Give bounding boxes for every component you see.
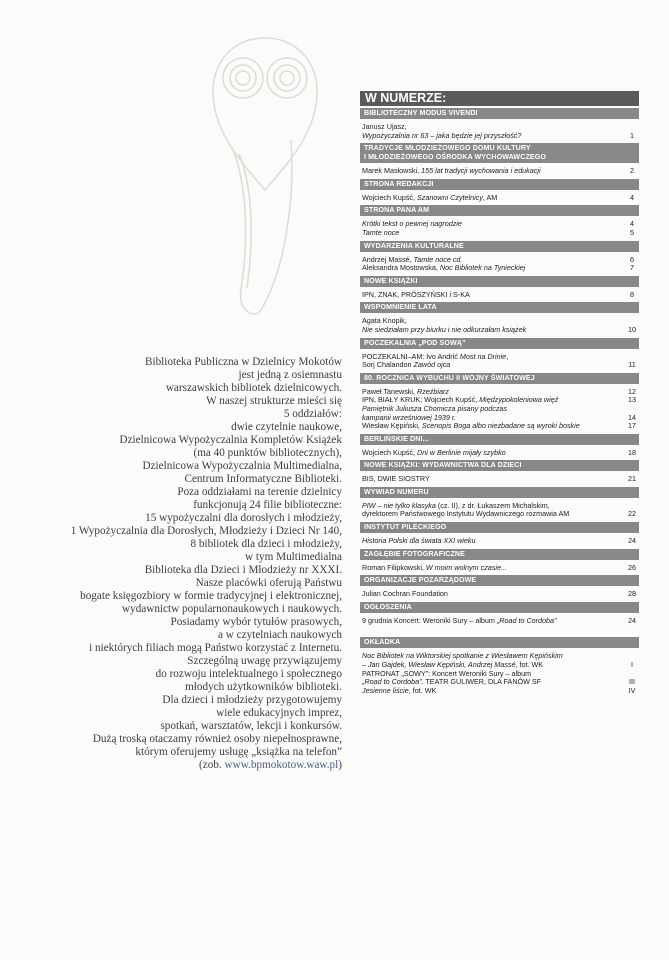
section-header: NOWE KSIĄŻKI — [360, 276, 639, 287]
section-entries — [360, 349, 639, 373]
section-header: BIBLIOTECZNY MODUS VIVENDI — [360, 108, 639, 119]
entry-title: Andrzej Massé, Tamte noce cd. — [362, 254, 463, 264]
page-number: 7 — [630, 263, 634, 273]
toc-entry — [362, 652, 639, 669]
description-line: 8 bibliotek dla dzieci i młodzieży, — [190, 538, 342, 550]
toc-entry — [362, 264, 639, 273]
section-header: NOWE KSIĄŻKI: WYDAWNICTWA DLA DZIECI — [360, 460, 639, 471]
section-header: POCZEKALNIA „POD SOWĄ” — [360, 338, 639, 349]
description-line: Biblioteka Publiczna w Dzielnicy Mokotów — [145, 356, 342, 368]
toc-entry — [362, 475, 639, 484]
toc-entry — [362, 449, 639, 458]
page-number: 8 — [630, 289, 634, 299]
section-header: INSTYTUT PILECKIEGO — [360, 522, 639, 533]
entry-title: Julian Cochran Foundation — [362, 589, 448, 599]
page-number: IV — [628, 685, 636, 695]
toc-entry — [362, 537, 639, 546]
page-number: 22 — [628, 509, 636, 519]
description-line: (zob. www.bpmokotow.waw.pl) — [199, 759, 342, 771]
section-header: STRONA REDAKCJI — [360, 179, 639, 190]
entry-title: Tamte noce — [362, 227, 400, 237]
page-number: 26 — [628, 562, 636, 572]
entry-title: Pamiętnik Juliusza Chomicza pisany podczas kampanii wrześniowej 1939 r. — [362, 403, 508, 422]
description-line: jest jedną z osiemnastu — [238, 369, 342, 381]
entry-title: POCZEKALNI–AM: Ivo Andrić Most na Drinie, Sorj Chalandon Zawód ojca — [362, 351, 509, 370]
description-line: W naszej strukturze mieści się — [206, 395, 342, 407]
section-header: OGŁOSZENIA — [360, 602, 639, 613]
section-header: TRADYCJE MŁODZIEŻOWEGO DOMU KULTURY I MŁODZIEŻOWEGO OŚRODKA WYCHOWAWCZEGO — [360, 143, 639, 163]
section-entries — [360, 445, 639, 461]
entry-title: Wiesław Kępiński, Scenopis Boga albo niezbadane są wyroki boskie — [362, 421, 580, 431]
description-line: w tym Multimedialna — [245, 551, 342, 563]
toc-entry — [362, 291, 639, 300]
page-number: 5 — [630, 227, 634, 237]
toc-entry — [362, 353, 639, 370]
entry-title: Noc Bibliotek na Wiktorskiej spotkanie z Wiesławem Kępińskim – Jan Gajdek, Wiesław Kępiński, Andrzej Massé, fot. WK — [362, 651, 563, 670]
toc-entry — [362, 422, 639, 431]
library-description — [30, 356, 342, 772]
toc-entry — [362, 220, 639, 229]
page-number: 11 — [628, 360, 636, 370]
section-entries — [360, 119, 639, 143]
section-header: STRONA PANA AM — [360, 205, 639, 216]
section-entries — [360, 613, 639, 629]
toc-entry — [362, 564, 639, 573]
entry-title: Roman Filipkowski, W moim wolnym czasie... — [362, 562, 507, 572]
toc-entry — [362, 317, 639, 334]
description-line: spotkań, warsztatów, lekcji i konkursów. — [160, 720, 342, 732]
owl-logo — [195, 30, 335, 330]
entry-title: Historia Polski dla świata XXI wieku — [362, 536, 476, 546]
entry-title: 9 grudnia Koncert: Weroniki Sury – album „Road to Cordoba” — [362, 615, 557, 625]
page-number: 24 — [628, 536, 636, 546]
section-entries — [360, 471, 639, 487]
section-header: WYDARZENIA KULTURALNE — [360, 241, 639, 252]
description-line: warszawskich bibliotek dzielnicowych. — [165, 382, 342, 394]
toc-entry — [362, 617, 639, 626]
entry-title: PATRONAT „SOWY”: Koncert Weroniki Sury – album „Road to Cordoba”. TEATR GULIWER, DLA FANÓW SF — [362, 668, 542, 687]
page-number: 24 — [628, 615, 636, 625]
toc-entry — [362, 687, 639, 696]
page-number: 4 — [630, 192, 634, 202]
toc-entry — [362, 502, 639, 519]
page-number: 4 — [630, 219, 634, 229]
section-header: BERLIŃSKIE DNI... — [360, 434, 639, 445]
entry-title: IPN, BIAŁY KRUK; Wojciech Kupść, Międzypokoleniowa więź — [362, 395, 559, 405]
entry-title: Janusz Ujasz, Wypożyczalnia nr 63 – jaka będzie jej przyszłość? — [362, 122, 522, 140]
section-entries — [360, 216, 639, 240]
description-line: Dzielnicowa Wypożyczalnia Multimedialna, — [142, 460, 342, 472]
page-number: 6 — [630, 254, 634, 264]
description-line: Dużą troską otaczamy również osoby niepełnosprawne, — [92, 733, 342, 745]
description-line: młodych użytkowników biblioteki. — [185, 681, 342, 693]
description-line: (ma 40 punktów bibliotecznych), — [193, 447, 342, 459]
section-entries — [360, 287, 639, 303]
description-line: którym oferujemy usługę „książka na telefon” — [135, 746, 342, 758]
description-line: i niektórych filiach mogą Państwo korzystać z Internetu. — [89, 642, 342, 654]
toc-entry — [362, 167, 639, 176]
section-entries — [360, 384, 639, 434]
entry-title: IPN, ZNAK, PRÓSZYŃSKI i S-KA — [362, 289, 470, 299]
entry-title: Agata Knopik, Nie siedziałam przy biurku i nie odkurzałam książek — [362, 316, 527, 334]
entry-title: Wojciech Kupść, Szanowni Czytelnicy, AM — [362, 192, 498, 202]
page-number: 12 — [628, 386, 636, 396]
description-line: a w czytelniach naukowych — [218, 629, 342, 641]
section-header: WSPOMNIENIE LATA — [360, 302, 639, 313]
website-link[interactable]: www.bpmokotow.waw.pl — [224, 759, 339, 771]
description-line: Posiadamy wybór tytułów prasowych, — [170, 616, 342, 628]
page-number: 10 — [628, 324, 636, 334]
description-line: Szczególną uwagę przywiązujemy — [187, 655, 342, 667]
page-number: 28 — [628, 589, 636, 599]
section-entries — [360, 533, 639, 549]
description-line: 5 oddziałów: — [283, 408, 342, 420]
table-of-contents — [360, 91, 639, 698]
page-number: 14 — [628, 412, 636, 422]
entry-title: Krótki tekst o pewnej nagrodzie — [362, 219, 462, 229]
description-line: funkcjonują 24 filie biblioteczne: — [193, 499, 342, 511]
description-line: bogate księgozbiory w formie tradycyjnej i elektronicznej, — [80, 590, 342, 602]
toc-entry — [362, 194, 639, 203]
section-entries — [360, 586, 639, 602]
section-entries — [360, 498, 639, 522]
toc-entry — [362, 229, 639, 238]
description-line: Centrum Informatyczne Biblioteki. — [184, 473, 342, 485]
description-line: dwie czytelnie naukowe, — [231, 421, 342, 433]
description-line: wydawnictw popularnonaukowych i naukowych. — [122, 603, 342, 615]
entry-title: Jesienne liście, fot. WK — [362, 685, 437, 695]
description-line: 1 Wypożyczalnia dla Dorosłych, Młodzieży i Dzieci Nr 140, — [70, 525, 342, 537]
page-number: I — [631, 660, 633, 670]
description-line: Nasze placówki oferują Państwu — [195, 577, 342, 589]
page-number: III — [629, 677, 635, 687]
description-line: Dla dzieci i młodzieży przygotowujemy — [162, 694, 342, 706]
description-line: do rozwoju intelektualnego i społecznego — [155, 668, 342, 680]
toc-entry — [362, 123, 639, 140]
toc-entry — [362, 590, 639, 599]
description-line: 15 wypożyczalni dla dorosłych i młodzieży, — [145, 512, 342, 524]
section-header: WYWIAD NUMERU — [360, 487, 639, 498]
page-number: 18 — [628, 447, 636, 457]
entry-title: Wojciech Kupść, Dni w Berlinie mijały szybko — [362, 447, 506, 457]
section-header: ZAGŁĘBIE FOTOGRAFICZNE — [360, 549, 639, 560]
page-number: 21 — [628, 474, 636, 484]
description-line: Dzielnicowa Wypożyczalnia Kompletów Książek — [119, 434, 342, 446]
description-line: Poza oddziałami na terenie dzielnicy — [177, 486, 342, 498]
description-line: wiele edukacyjnych imprez, — [216, 707, 342, 719]
section-entries — [360, 560, 639, 576]
section-header: ORGANIZACJE POZARZĄDOWE — [360, 575, 639, 586]
description-line: Biblioteka dla Dzieci i Młodzieży nr XXXI. — [144, 564, 342, 576]
toc-entry — [362, 405, 639, 422]
entry-title: Marek Masłowski, 155 lat tradycji wychowania i edukacji — [362, 166, 541, 176]
section-header: OKŁADKA — [360, 637, 639, 648]
page-number: 1 — [630, 130, 634, 140]
entry-title: PIW – nie tylko klasyka (cz. II), z dr. Łukaszem Michalskim, dyrektorem Państwowego Instytutu Wydawniczego rozmawia AM — [362, 500, 570, 519]
section-entries — [360, 190, 639, 206]
entry-title: Aleksandra Mostowska, Noc Bibliotek na Tynieckiej — [362, 263, 526, 273]
toc-title: W NUMERZE: — [360, 91, 639, 106]
page-number: 2 — [630, 166, 634, 176]
section-entries — [360, 313, 639, 337]
page-number: 13 — [628, 395, 636, 405]
section-header: 80. ROCZNICA WYBUCHU II WOJNY ŚWIATOWEJ — [360, 373, 639, 384]
toc-entry — [362, 670, 639, 687]
section-entries — [360, 252, 639, 276]
entry-title: BIS, DWIE SIOSTRY — [362, 474, 430, 484]
section-entries — [360, 163, 639, 179]
entry-title: Paweł Tanewski, Rzeźbiarz — [362, 386, 449, 396]
page-number: 17 — [628, 421, 636, 431]
section-entries — [360, 648, 639, 698]
